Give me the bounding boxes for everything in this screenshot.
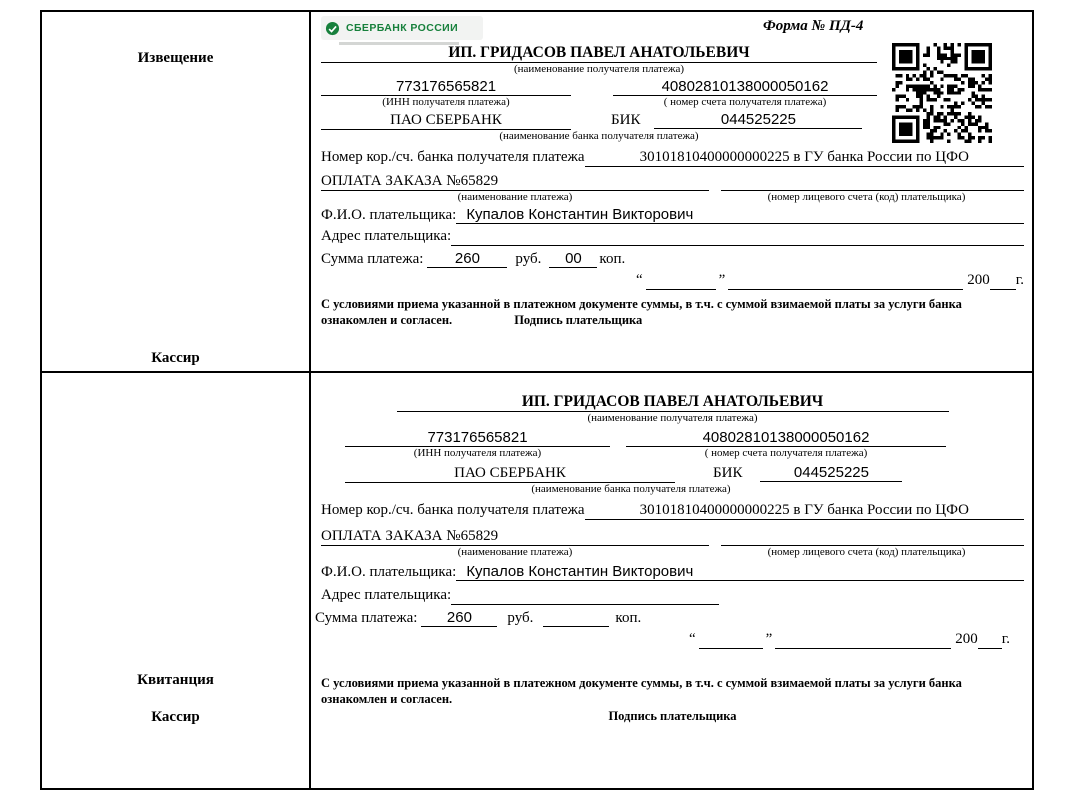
notice-section <box>42 12 1032 373</box>
bik-field: 044525225 <box>654 111 862 129</box>
account-caption: ( номер счета получателя платежа) <box>704 447 868 459</box>
account-field: 40802810138000050162 <box>626 429 946 447</box>
amount-kop-field: 00 <box>549 250 597 268</box>
notice-label: Извещение <box>137 50 214 66</box>
date-day-field <box>699 631 763 649</box>
year-suffix: г. <box>1015 272 1024 288</box>
payer-code-caption: (номер лицевого счета (код) плательщика) <box>767 191 966 203</box>
agreement-line1: С условиями приема указанной в платежном документе суммы, в т.ч. с суммой взимаемой платы за услуги банка <box>321 676 962 690</box>
payer-name-label: Ф.И.О. плательщика: <box>321 207 457 223</box>
bik-field: 044525225 <box>760 464 902 482</box>
date-line <box>321 272 1024 290</box>
payer-code-field <box>721 528 1024 546</box>
payer-address-row <box>321 228 1024 246</box>
year-prefix: 200 <box>955 631 978 647</box>
corr-account-row <box>321 149 1024 167</box>
inn-caption: (ИНН получателя платежа) <box>382 96 510 108</box>
purpose-captions <box>321 191 1024 204</box>
receipt-stub <box>42 373 311 788</box>
qr-code <box>892 43 992 143</box>
date-month-field <box>775 631 951 649</box>
date-line <box>321 631 1010 649</box>
payer-address-label: Адрес плательщика: <box>321 587 452 603</box>
payment-form-pd4 <box>40 10 1034 790</box>
payer-signature-label: Подпись плательщика <box>608 709 737 723</box>
sberbank-logo-text: СБЕРБАНК РОССИИ <box>346 22 459 34</box>
bank-bik-row <box>321 464 1024 483</box>
receipt-label: Квитанция <box>137 672 214 688</box>
payer-name-field: Купалов Константин Викторович <box>456 563 1024 581</box>
payer-signature-label: Подпись плательщика <box>514 313 643 327</box>
amount-row <box>315 609 1024 627</box>
kop-label: коп. <box>615 610 642 626</box>
quote-close: ” <box>765 631 773 647</box>
payer-address-field <box>451 587 719 605</box>
cashier-label-bottom: Кассир <box>151 709 200 725</box>
inn-field: 773176565821 <box>321 78 571 96</box>
amount-row <box>321 250 1024 268</box>
purpose-row <box>321 528 1024 546</box>
corr-account-row <box>321 502 1024 520</box>
cashier-label-top: Кассир <box>151 350 200 366</box>
date-day-field <box>646 272 716 290</box>
corr-value: 30101810400000000225 в ГУ банка России по ЦФО <box>585 149 1024 167</box>
form-number: Форма № ПД-4 <box>763 18 864 34</box>
year-field <box>990 272 1016 290</box>
rub-label: руб. <box>515 251 542 267</box>
payer-name-row <box>321 206 1024 224</box>
bank-name-field: ПАО СБЕРБАНК <box>321 112 571 130</box>
recipient-name: ИП. ГРИДАСОВ ПАВЕЛ АНАТОЛЬЕВИЧ <box>397 393 949 412</box>
inn-caption: (ИНН получателя платежа) <box>413 447 542 459</box>
quote-open: “ <box>635 272 643 288</box>
amount-label: Сумма платежа: <box>315 610 418 626</box>
amount-rub-field: 260 <box>421 609 497 627</box>
payer-address-row <box>321 587 1024 605</box>
kop-label: коп. <box>599 251 626 267</box>
recipient-caption: (наименование получателя платежа) <box>513 63 685 75</box>
purpose-caption: (наименование платежа) <box>457 191 573 203</box>
inn-account-row <box>321 78 877 96</box>
account-caption: ( номер счета получателя платежа) <box>663 96 827 108</box>
corr-label: Номер кор./сч. банка получателя платежа <box>321 149 585 165</box>
bank-bik-row <box>321 111 877 130</box>
notice-stub <box>42 12 311 371</box>
purpose-caption: (наименование платежа) <box>457 546 573 558</box>
payer-address-label: Адрес плательщика: <box>321 228 452 244</box>
bank-caption: (наименование банка получателя платежа) <box>531 483 731 495</box>
agreement-line2: ознакомлен и согласен. <box>321 692 453 706</box>
inn-account-captions <box>321 96 877 109</box>
amount-rub-field: 260 <box>427 250 507 268</box>
payer-name-label: Ф.И.О. плательщика: <box>321 564 457 580</box>
account-field: 40802810138000050162 <box>613 78 877 96</box>
inn-account-captions <box>321 447 1024 460</box>
purpose-field: ОПЛАТА ЗАКАЗА №65829 <box>321 528 709 546</box>
purpose-field: ОПЛАТА ЗАКАЗА №65829 <box>321 173 709 191</box>
year-field <box>978 631 1002 649</box>
inn-account-row <box>321 429 1024 447</box>
purpose-row <box>321 173 1024 191</box>
bank-name-field: ПАО СБЕРБАНК <box>345 465 675 483</box>
bank-caption: (наименование банка получателя платежа) <box>499 130 699 142</box>
year-suffix: г. <box>1001 631 1010 647</box>
year-prefix: 200 <box>967 272 990 288</box>
bik-label: БИК <box>611 112 641 128</box>
payer-name-row <box>321 563 1024 581</box>
sberbank-logo <box>321 16 483 45</box>
payer-address-field <box>451 228 1024 246</box>
date-month-field <box>728 272 963 290</box>
quote-open: “ <box>688 631 696 647</box>
quote-close: ” <box>718 272 726 288</box>
agreement-line1: С условиями приема указанной в платежном документе суммы, в т.ч. с суммой взимаемой платы за услуги банка <box>321 297 962 311</box>
agreement-line2-row <box>321 312 1024 328</box>
purpose-captions <box>321 546 1024 559</box>
recipient-name: ИП. ГРИДАСОВ ПАВЕЛ АНАТОЛЬЕВИЧ <box>321 44 877 63</box>
bik-label: БИК <box>713 465 743 481</box>
payer-code-field <box>721 173 1024 191</box>
recipient-caption: (наименование получателя платежа) <box>587 412 758 424</box>
payer-name-field: Купалов Константин Викторович <box>456 206 1024 224</box>
sberbank-logo-icon <box>325 21 340 36</box>
header-row <box>321 16 1024 44</box>
corr-value: 30101810400000000225 в ГУ банка России по ЦФО <box>585 502 1024 520</box>
corr-label: Номер кор./сч. банка получателя платежа <box>321 502 585 518</box>
inn-field: 773176565821 <box>345 429 610 447</box>
receipt-content <box>311 373 1032 788</box>
notice-content <box>311 12 1032 371</box>
rub-label: руб. <box>507 610 534 626</box>
amount-kop-field <box>543 609 609 627</box>
agreement-line2: ознакомлен и согласен. <box>321 313 453 327</box>
amount-label: Сумма платежа: <box>321 251 424 267</box>
receipt-section <box>42 373 1032 788</box>
payer-code-caption: (номер лицевого счета (код) плательщика) <box>767 546 966 558</box>
